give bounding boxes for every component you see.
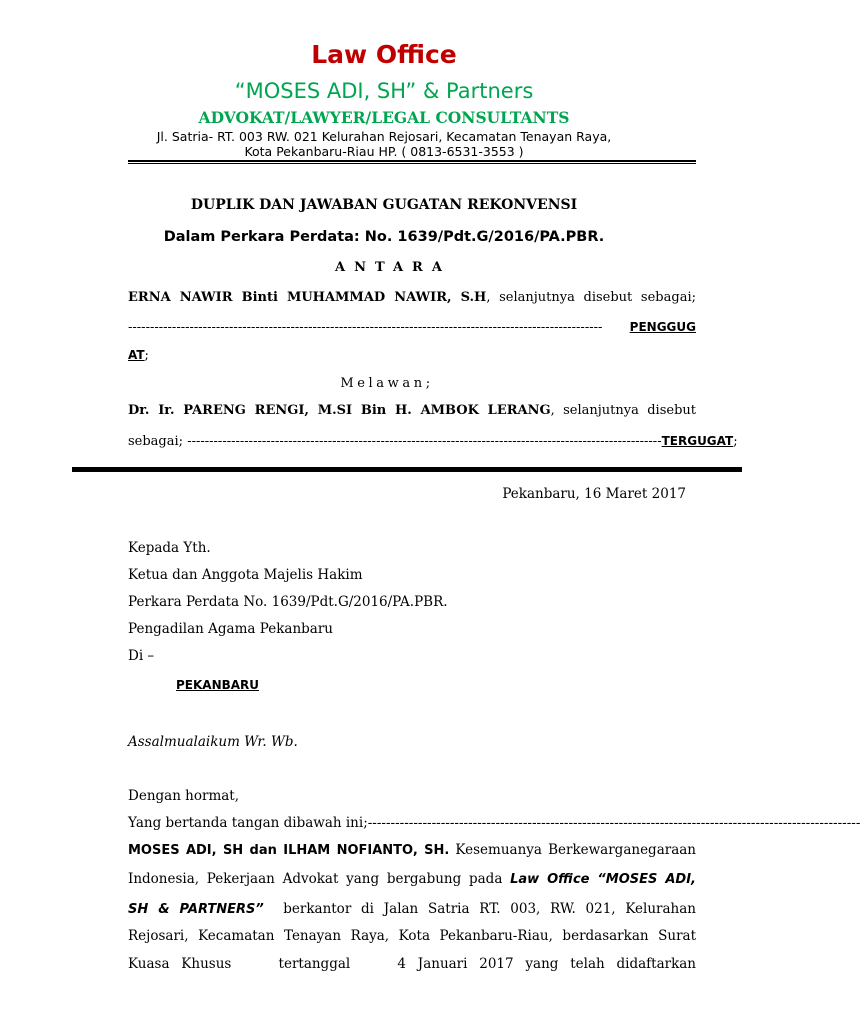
party1-role-line: [128, 318, 696, 337]
signed-dash-leader: ------------------------------------------------------------------------------------------------------------: [367, 815, 860, 831]
letterhead-title: Law Office: [311, 40, 457, 69]
melawan-label: Melawan;: [340, 376, 434, 391]
recipient-line: Kepada Yth.: [128, 540, 211, 556]
party2-line: [128, 402, 696, 420]
recipient-line: Ketua dan Anggota Majelis Hakim: [128, 567, 363, 583]
recipient-line: Pengadilan Agama Pekanbaru: [128, 621, 333, 637]
document-title: DUPLIK DAN JAWABAN GUGATAN REKONVENSI: [190, 197, 578, 213]
letterhead-address-line1: Jl. Satria- RT. 003 RW. 021 Kelurahan Rejosari, Kecamatan Tenayan Raya,: [156, 129, 612, 144]
party2-role-punct: ;: [733, 434, 738, 449]
body-line-3-text: berkantor di Jalan Satria RT. 003, RW. 021, Kelurahan: [263, 901, 696, 917]
body-line-4: Rejosari, Kecamatan Tenayan Raya, Kota Pekanbaru-Riau, berdasarkan Surat: [128, 928, 696, 944]
party2-role-line: [128, 432, 738, 451]
party1-role-punct: ;: [144, 348, 149, 363]
body-line-5: Kuasa Khusus tertanggal 4 Januari 2017 yang telah didaftarkan: [128, 956, 696, 972]
case-number-line: Dalam Perkara Perdata: No. 1639/Pdt.G/2016/PA.PBR.: [163, 229, 605, 245]
signed-line: [128, 814, 860, 832]
party1-role-wrap: [128, 346, 696, 365]
firm-name-part1: Law Office “MOSES ADI,: [510, 872, 696, 887]
greeting: Assalmualaikum Wr. Wb.: [128, 734, 298, 750]
party1-role-end: AT: [128, 348, 145, 362]
signed-prefix: Yang bertanda tangan dibawah ini;: [128, 815, 368, 831]
party2-role: TERGUGAT: [661, 434, 734, 448]
party1-name: ERNA NAWIR Binti MUHAMMAD NAWIR, S.H: [128, 290, 487, 305]
party2-description: , selanjutnya disebut: [550, 403, 696, 418]
party1-role-start: PENGGUG: [629, 320, 696, 334]
body-line-2: [128, 870, 696, 889]
letterhead-address-line2: Kota Pekanbaru-Riau HP. ( 0813-6531-3553 ): [244, 144, 524, 159]
party1-description: , selanjutnya disebut sebagai;: [486, 290, 696, 305]
letterhead-divider-secondary: [128, 163, 696, 164]
party2-dash-leader: ------------------------------------------------------------------------------------------------------------: [187, 434, 662, 449]
salutation: Dengan hormat,: [128, 788, 240, 804]
place-date: Pekanbaru, 16 Maret 2017: [502, 486, 686, 502]
advocates-nationality: Kesemuanya Berkewarganegaraan: [449, 842, 696, 858]
body-line-3: [128, 900, 696, 919]
body-line-advocates: [128, 841, 696, 860]
letterhead-firm-name: “MOSES ADI, SH” & Partners: [234, 79, 534, 103]
party2-name: Dr. Ir. PARENG RENGI, M.SI Bin H. AMBOK LERANG: [128, 403, 551, 418]
recipient-line: Di –: [128, 648, 155, 664]
party2-line2-start: sebagai;: [128, 434, 188, 449]
recipient-line: Perkara Perdata No. 1639/Pdt.G/2016/PA.PBR.: [128, 594, 448, 610]
advocates-names: MOSES ADI, SH dan ILHAM NOFIANTO, SH.: [128, 843, 450, 858]
letterhead-subtitle: ADVOKAT/LAWYER/LEGAL CONSULTANTS: [198, 108, 570, 127]
firm-name-part2: SH & PARTNERS”: [128, 902, 264, 917]
party1-line: [128, 289, 696, 307]
party1-dash-leader: ------------------------------------------------------------------------------------------------------------: [128, 320, 603, 335]
recipient-city: PEKANBARU: [176, 678, 260, 692]
body-line-2-text: Indonesia, Pekerjaan Advokat yang bergabung pada: [128, 871, 511, 887]
antara-label: ANTARA: [335, 260, 451, 275]
header-divider: [72, 467, 742, 472]
letterhead-divider: [128, 160, 696, 162]
